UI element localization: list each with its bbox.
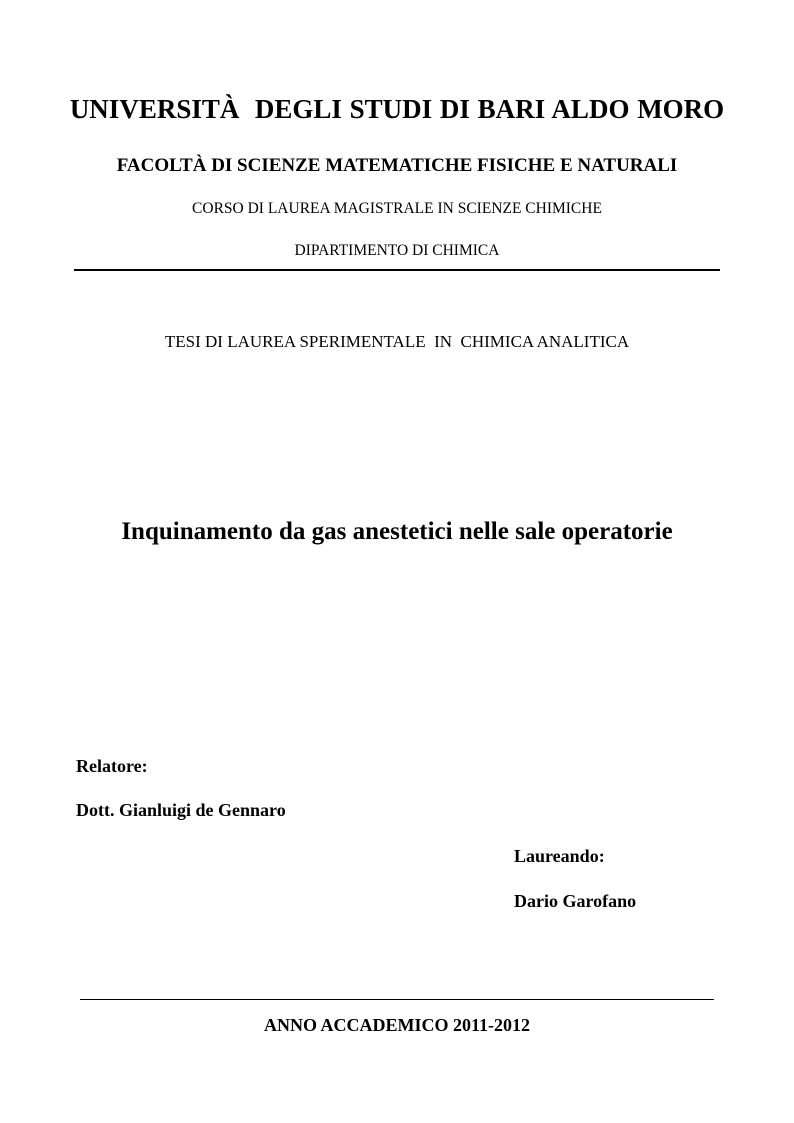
faculty-name: FACOLTÀ DI SCIENZE MATEMATICHE FISICHE E NATURALI [116, 155, 678, 176]
supervisor-name: Dott. Gianluigi de Gennaro [76, 800, 286, 820]
thesis-type: TESI DI LAUREA SPERIMENTALE IN CHIMICA ANALITICA [164, 332, 630, 351]
course-name: CORSO DI LAUREA MAGISTRALE IN SCIENZE CHIMICHE [192, 200, 602, 217]
candidate-label: Laureando: [514, 846, 605, 866]
candidate-name: Dario Garofano [514, 891, 637, 911]
university-name: UNIVERSITÀ DEGLI STUDI DI BARI ALDO MORO [69, 94, 725, 124]
thesis-title: Inquinamento da gas anestetici nelle sale operatorie [121, 518, 673, 545]
academic-year: ANNO ACCADEMICO 2011-2012 [263, 1015, 530, 1035]
department-name: DIPARTIMENTO DI CHIMICA [294, 242, 500, 259]
supervisor-label: Relatore: [76, 756, 148, 776]
header-divider [74, 269, 720, 271]
footer-divider [80, 999, 714, 1000]
